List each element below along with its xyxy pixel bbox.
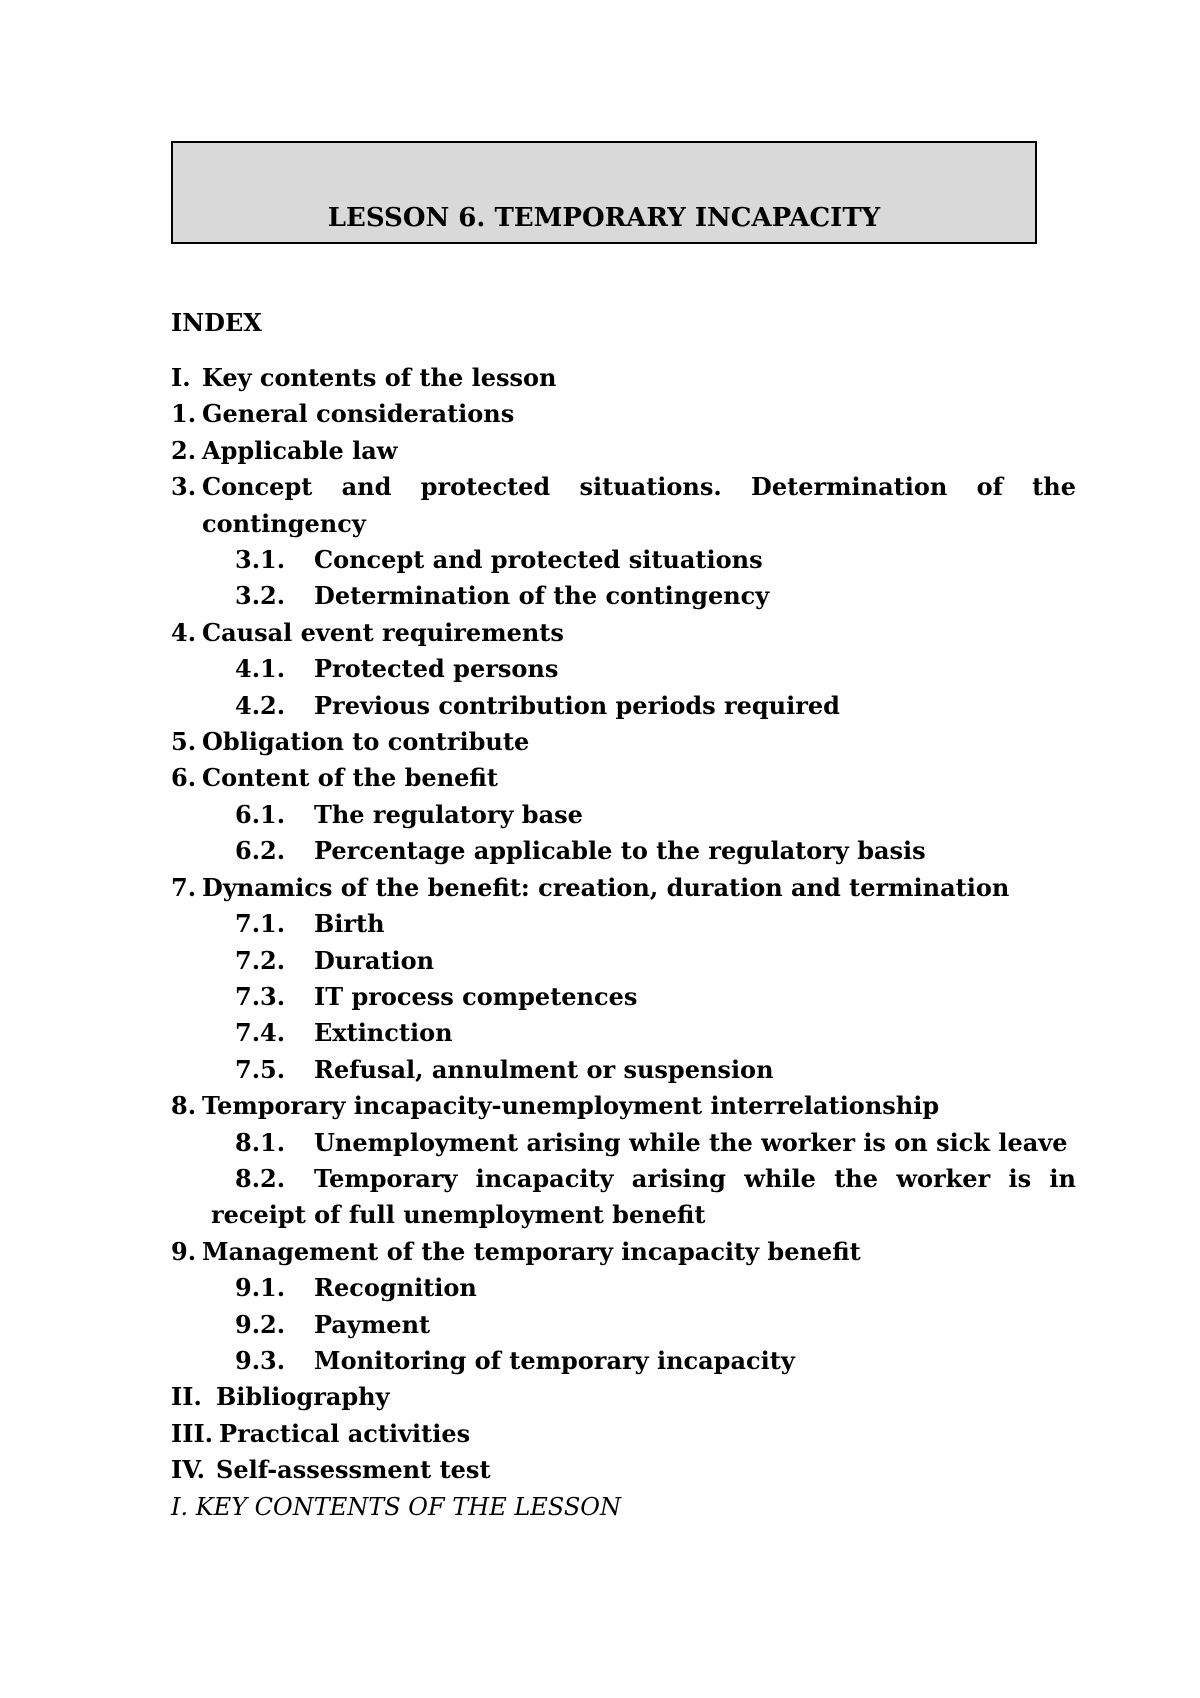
item-label: IT process competences bbox=[314, 981, 638, 1011]
index-item-9 bbox=[171, 1234, 1076, 1270]
index-item-1 bbox=[171, 396, 1076, 432]
index-item-6-1 bbox=[171, 797, 1076, 833]
item-number: 9.3. bbox=[235, 1345, 286, 1375]
index-item-3-2 bbox=[171, 578, 1076, 614]
item-number: 6.2. bbox=[235, 836, 286, 866]
item-label: Concept and protected situations bbox=[314, 545, 763, 575]
item-number: 6.1. bbox=[235, 799, 286, 829]
lesson-title-box bbox=[171, 141, 1037, 244]
index-content bbox=[171, 306, 1076, 1525]
index-item-7-1 bbox=[171, 906, 1076, 942]
index-item-6 bbox=[171, 760, 1076, 796]
item-number: III. bbox=[171, 1418, 214, 1448]
index-item-6-2 bbox=[171, 833, 1076, 869]
item-number: I. bbox=[171, 363, 191, 392]
item-label: Birth bbox=[314, 909, 385, 939]
item-label: Dynamics of the benefit: creation, duration and termination bbox=[202, 872, 1010, 902]
index-item-9-3 bbox=[171, 1343, 1076, 1379]
item-number: 4. bbox=[171, 617, 197, 647]
item-label: Recognition bbox=[314, 1273, 477, 1303]
index-item-9-2 bbox=[171, 1307, 1076, 1343]
item-label: Self-assessment test bbox=[216, 1455, 491, 1485]
item-label: Management of the temporary incapacity benefit bbox=[202, 1236, 861, 1266]
item-label: Concept and protected situations. Determination of the bbox=[202, 472, 1076, 502]
item-number: 8. bbox=[171, 1091, 197, 1121]
item-number: 1. bbox=[171, 399, 197, 429]
index-item-practical-activities bbox=[171, 1416, 1076, 1452]
item-label: Previous contribution periods required bbox=[314, 690, 840, 720]
item-number: 4.1. bbox=[235, 654, 286, 684]
item-number: 6. bbox=[171, 763, 197, 793]
index-item-key-contents bbox=[171, 360, 1076, 396]
lesson-title: LESSON 6. TEMPORARY INCAPACITY bbox=[327, 203, 881, 233]
item-label: Determination of the contingency bbox=[314, 581, 770, 611]
item-label: Duration bbox=[314, 945, 435, 975]
item-label: Obligation to contribute bbox=[202, 727, 530, 757]
item-label: Applicable law bbox=[202, 435, 398, 465]
item-number: 8.1. bbox=[235, 1127, 286, 1157]
index-item-7-5 bbox=[171, 1052, 1076, 1088]
item-number: 3.1. bbox=[235, 545, 286, 575]
index-item-7-3 bbox=[171, 979, 1076, 1015]
item-number: 7.2. bbox=[235, 945, 286, 975]
item-label: General considerations bbox=[202, 399, 515, 429]
index-item-4-1 bbox=[171, 651, 1076, 687]
index-item-7 bbox=[171, 870, 1076, 906]
item-label: Key contents of the lesson bbox=[202, 363, 557, 392]
item-label: Practical activities bbox=[219, 1418, 471, 1448]
item-label: Bibliography bbox=[216, 1382, 390, 1412]
index-item-3 bbox=[171, 469, 1076, 505]
item-number: 7.5. bbox=[235, 1054, 286, 1084]
index-item-bibliography bbox=[171, 1379, 1076, 1415]
index-item-7-4 bbox=[171, 1015, 1076, 1051]
item-label: Causal event requirements bbox=[202, 617, 564, 647]
index-item-3-continuation: contingency bbox=[202, 508, 366, 538]
item-number: 7.3. bbox=[235, 981, 286, 1011]
item-number: 2. bbox=[171, 435, 197, 465]
index-item-7-2 bbox=[171, 943, 1076, 979]
item-number: 7. bbox=[171, 872, 197, 902]
index-item-self-assessment bbox=[171, 1452, 1076, 1488]
index-item-8-2-continuation: receipt of full unemployment benefit bbox=[211, 1200, 706, 1230]
item-label: Payment bbox=[314, 1309, 431, 1339]
item-label: Monitoring of temporary incapacity bbox=[314, 1345, 795, 1375]
index-item-9-1 bbox=[171, 1270, 1076, 1306]
item-label: Content of the benefit bbox=[202, 763, 498, 793]
item-label: Temporary incapacity-unemployment interrelationship bbox=[202, 1091, 940, 1121]
index-item-8-2 bbox=[171, 1161, 1076, 1197]
item-label: Refusal, annulment or suspension bbox=[314, 1054, 774, 1084]
item-number: 7.4. bbox=[235, 1018, 286, 1048]
item-number: 7.1. bbox=[235, 909, 286, 939]
index-item-3-1 bbox=[171, 542, 1076, 578]
item-number: 8.2. bbox=[235, 1163, 286, 1193]
index-item-4-2 bbox=[171, 688, 1076, 724]
item-label: Percentage applicable to the regulatory basis bbox=[314, 836, 926, 866]
item-number: 5. bbox=[171, 727, 197, 757]
index-item-4 bbox=[171, 615, 1076, 651]
item-number: 3. bbox=[171, 472, 197, 502]
item-number: IV. bbox=[171, 1455, 206, 1485]
item-label: The regulatory base bbox=[314, 799, 583, 829]
item-label: Unemployment arising while the worker is on sick leave bbox=[314, 1127, 1068, 1157]
index-item-8 bbox=[171, 1088, 1076, 1124]
index-item-8-1 bbox=[171, 1125, 1076, 1161]
item-label: Extinction bbox=[314, 1018, 453, 1048]
item-number: 9.1. bbox=[235, 1273, 286, 1303]
item-number: 9.2. bbox=[235, 1309, 286, 1339]
index-item-5 bbox=[171, 724, 1076, 760]
item-label: Protected persons bbox=[314, 654, 559, 684]
index-heading: INDEX bbox=[171, 308, 262, 337]
item-label: Temporary incapacity arising while the worker is in bbox=[314, 1163, 1076, 1193]
item-number: 4.2. bbox=[235, 690, 286, 720]
item-number: 9. bbox=[171, 1236, 197, 1266]
index-item-2 bbox=[171, 433, 1076, 469]
item-number: II. bbox=[171, 1382, 202, 1412]
section-heading: I. KEY CONTENTS OF THE LESSON bbox=[171, 1492, 621, 1521]
item-number: 3.2. bbox=[235, 581, 286, 611]
